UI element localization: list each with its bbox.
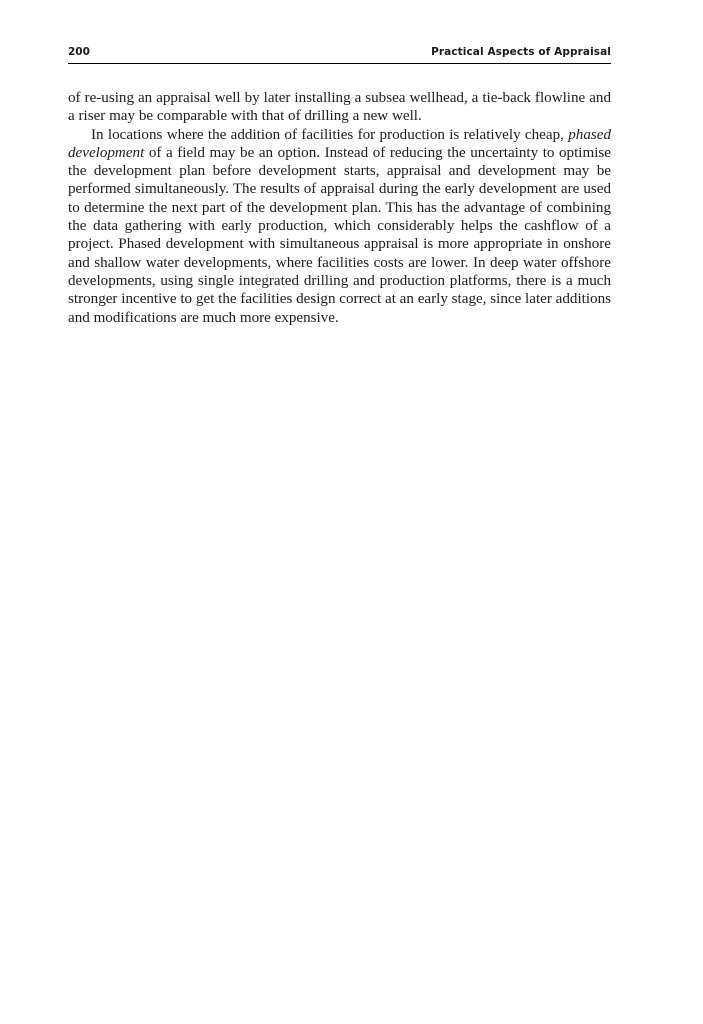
running-title: Practical Aspects of Appraisal [431, 46, 611, 58]
paragraph-continued: of re-using an appraisal well by later installing a subsea wellhead, a tie-back flowline and a riser may be comparable with that of drilling a new well. [68, 90, 611, 125]
body-text [68, 89, 611, 327]
italic-term: phased development [68, 126, 611, 161]
paragraph-lead-text: In locations where the addition of facilities for production is relatively cheap, [91, 126, 564, 143]
paragraph-phased-development [68, 126, 611, 327]
paragraph-rest-text: of a field may be an option. Instead of reducing the uncertainty to optimise the development plan before development starts, appraisal and development may be performed simultaneously. The results of appraisal during the early development are used to determine the next part of the development plan. This has the advantage of combining the data gathering with early production, which considerably helps the cashflow of a project. Phased development with simultaneous appraisal is more appropriate in onshore and shallow water developments, where facilities costs are lower. In deep water offshore developments, using single integrated drilling and production platforms, there is a much stronger incentive to get the facilities design correct at an early stage, since later additions and modifications are much more expensive. [68, 144, 612, 326]
running-header [68, 46, 611, 64]
page-number: 200 [68, 46, 90, 58]
